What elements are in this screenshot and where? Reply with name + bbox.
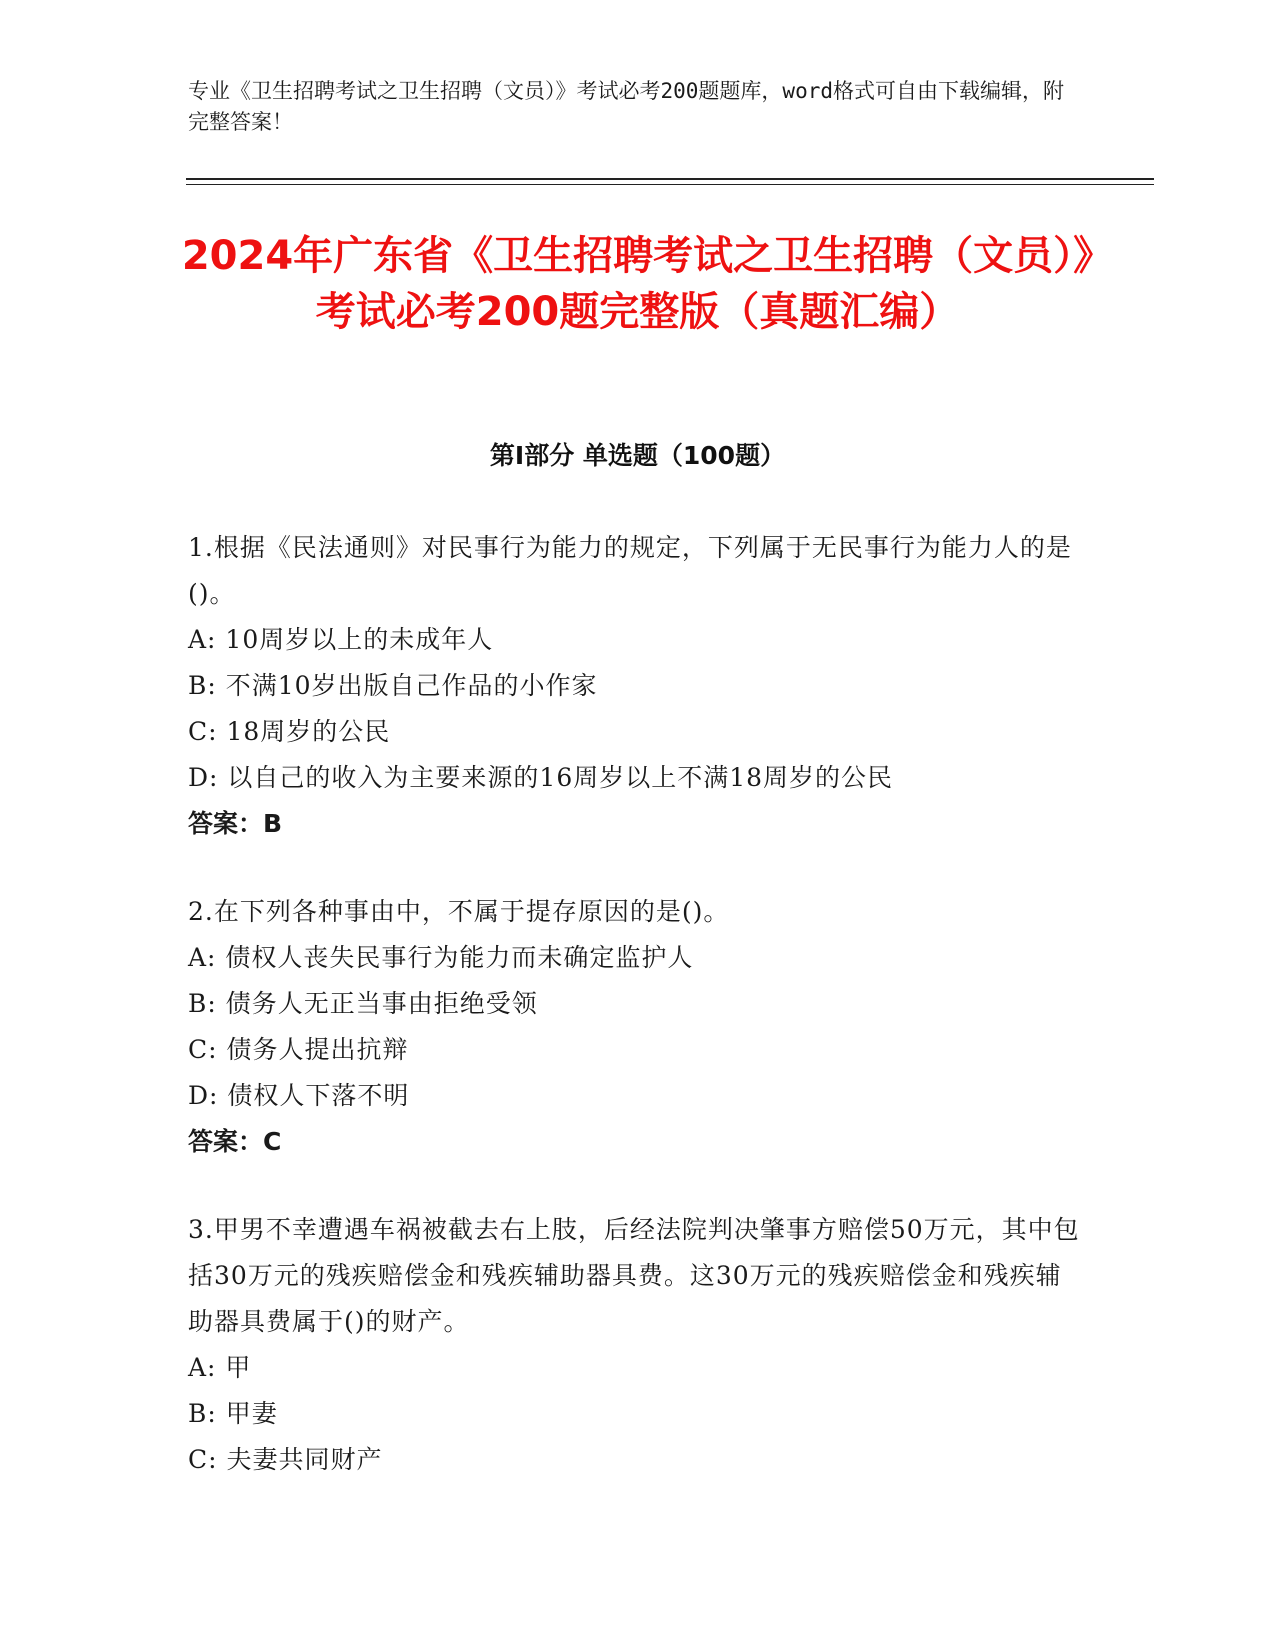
option-b: B: 债务人无正当事由拒绝受领 bbox=[188, 989, 538, 1018]
question-stem: 1.根据《民法通则》对民事行为能力的规定，下列属于无民事行为能力人的是()。 bbox=[188, 533, 1072, 608]
question-stem: 3.甲男不幸遭遇车祸被截去右上肢，后经法院判决肇事方赔偿50万元，其中包括30万元的残疾赔偿金和残疾辅助器具费。这30万元的残疾赔偿金和残疾辅助器具费属于()的财产。 bbox=[188, 1215, 1080, 1336]
header-divider-thick bbox=[186, 178, 1154, 180]
option-c: C: 夫妻共同财产 bbox=[188, 1445, 383, 1474]
option-b: B: 甲妻 bbox=[188, 1399, 278, 1428]
option-a: A: 债权人丧失民事行为能力而未确定监护人 bbox=[188, 943, 694, 972]
question-item bbox=[188, 889, 1080, 1165]
option-a: A: 10周岁以上的未成年人 bbox=[188, 625, 494, 654]
question-stem: 2.在下列各种事由中，不属于提存原因的是()。 bbox=[188, 897, 730, 926]
option-c: C: 18周岁的公民 bbox=[188, 717, 391, 746]
answer-label: 答案：C bbox=[188, 1127, 282, 1156]
answer-label: 答案：B bbox=[188, 809, 283, 838]
question-item bbox=[188, 1207, 1080, 1483]
option-d: D: 债权人下落不明 bbox=[188, 1081, 410, 1110]
option-c: C: 债务人提出抗辩 bbox=[188, 1035, 409, 1064]
question-item bbox=[188, 525, 1080, 847]
option-b: B: 不满10岁出版自己作品的小作家 bbox=[188, 671, 598, 700]
option-a: A: 甲 bbox=[188, 1353, 252, 1382]
option-d: D: 以自己的收入为主要来源的16周岁以上不满18周岁的公民 bbox=[188, 763, 894, 792]
header-divider-thin bbox=[186, 184, 1154, 185]
header-note: 专业《卫生招聘考试之卫生招聘（文员）》考试必考200题题库，word格式可自由下载编辑，附完整答案！ bbox=[188, 79, 1064, 134]
question-list bbox=[188, 525, 1080, 1525]
document-title: 2024年广东省《卫生招聘考试之卫生招聘（文员）》考试必考200题完整版（真题汇编） bbox=[181, 233, 1094, 335]
section-title: 第I部分 单选题（100题） bbox=[489, 441, 786, 470]
